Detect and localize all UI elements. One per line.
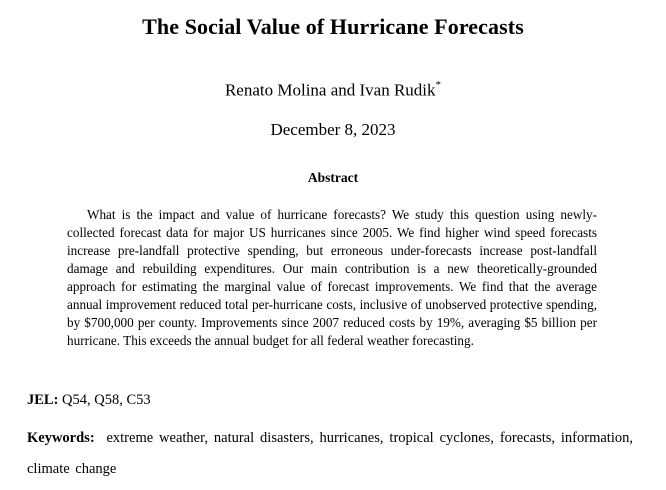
paper-date: December 8, 2023 — [270, 120, 396, 139]
author-footnote-mark: * — [435, 79, 442, 91]
jel-line — [27, 392, 151, 409]
paper-title: The Social Value of Hurricane Forecasts — [142, 14, 524, 39]
authors: Renato Molina and Ivan Rudik — [224, 80, 436, 100]
jel-codes: Q54, Q58, C53 — [62, 392, 151, 408]
abstract-heading: Abstract — [307, 170, 359, 185]
jel-label: JEL: — [27, 392, 59, 408]
abstract-text: What is the impact and value of hurricane forecasts? We study this question using newly-collected forecast data for major US hurricanes since 2005. We find higher wind speed forecasts increase pre-landfall protective spending, but erroneous under-forecasts increase post-landfall damage and rebuilding expenditures. Our main contribution is a new theoretically-grounded approach for estimating the marginal value of forecast improvements. We find that the average annual improvement reduced total per-hurricane costs, inclusive of unobserved protective spending, by $700,000 per county. Improvements since 2007 reduced costs by 19%, averaging $5 billion per hurricane. This exceeds the annual budget for all federal weather forecasting. — [67, 207, 597, 348]
author-line — [0, 80, 666, 101]
keywords-line — [27, 423, 633, 485]
keywords-label: Keywords: — [27, 430, 95, 446]
keywords: extreme weather, natural disasters, hurricanes, tropical cyclones, forecasts, information, climate change — [27, 430, 633, 477]
